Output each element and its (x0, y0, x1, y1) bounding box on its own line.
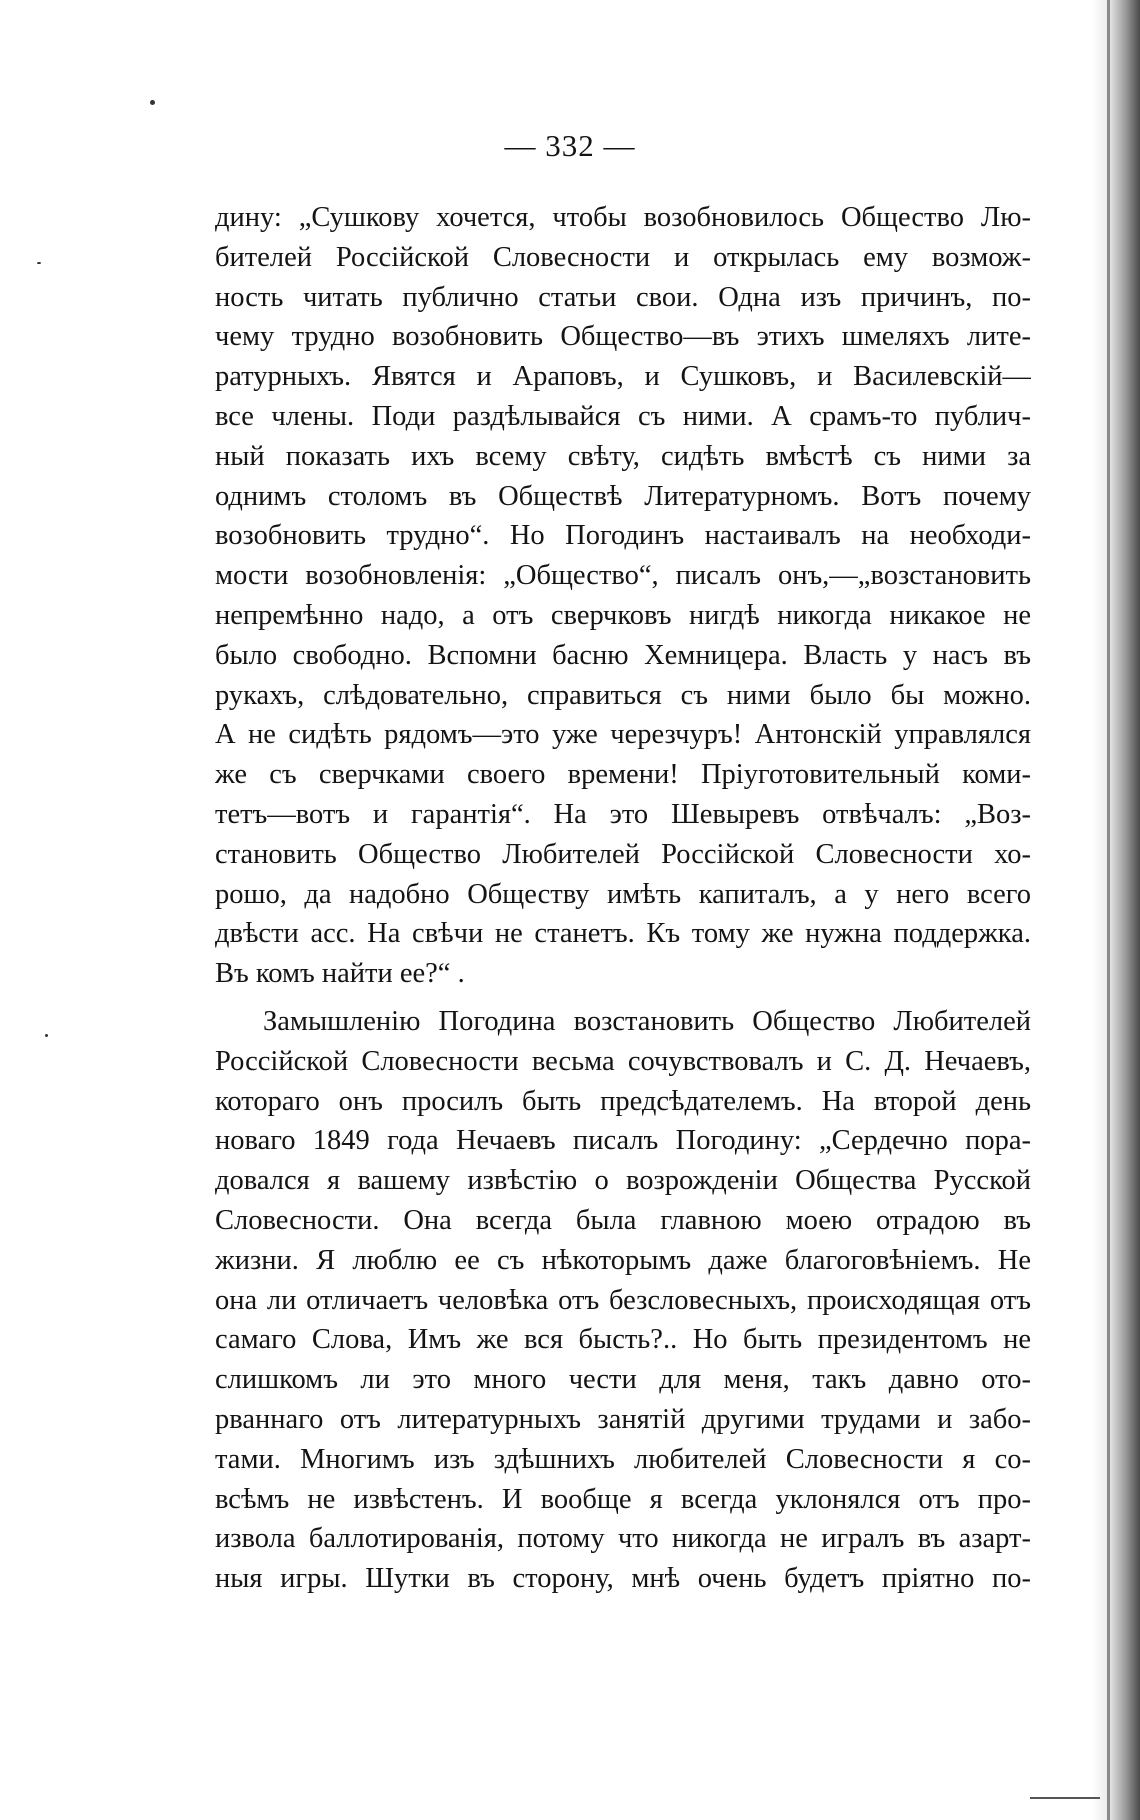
text-line: бителей Россійской Словесности и открылась ему возмож- (215, 241, 1031, 273)
text-line: Россійской Словесности весьма сочувствовалъ и С. Д. Нечаевъ, (215, 1045, 1031, 1077)
text-line: слишкомъ ли это много чести для меня, такъ давно ото- (215, 1364, 1031, 1396)
text-line: же съ сверчками своего времени! Пріуготовительный коми- (215, 759, 1031, 791)
page-number: — 332 — (504, 128, 636, 163)
text-line: становить Общество Любителей Россійской Словесности хо- (215, 838, 1031, 870)
text-line: она ли отличаетъ человѣка отъ безсловесныхъ, происходящая отъ (215, 1284, 1031, 1316)
text-line: мости возобновленія: „Общество“, писалъ онъ,—„возстановить (215, 560, 1031, 592)
text-line: рукахъ, слѣдовательно, справиться съ ними было бы можно. (215, 679, 1031, 711)
text-line: двѣсти асс. На свѣчи не станетъ. Къ тому же нужна поддержка. (215, 918, 1031, 950)
text-line: новаго 1849 года Нечаевъ писалъ Погодину: „Сердечно пора- (215, 1125, 1031, 1157)
text-line: ность читать публично статьи свои. Одна изъ причинъ, по- (215, 281, 1031, 313)
scan-speck (45, 1034, 48, 1037)
text-line: тетъ—вотъ и гарантія“. На это Шевыревъ отвѣчалъ: „Воз- (215, 798, 1031, 830)
text-line: всѣмъ не извѣстенъ. И вообще я всегда уклонялся отъ про- (215, 1483, 1031, 1515)
text-line: ратурныхъ. Явятся и Араповъ, и Сушковъ, и Василевскій— (215, 361, 1031, 393)
text-line: все члены. Поди раздѣлывайся съ ними. А срамъ-то публич- (215, 400, 1031, 432)
scan-page-edge-shadow (1092, 0, 1140, 1820)
text-line: было свободно. Вспомни басню Хемницера. Власть у насъ въ (215, 639, 1031, 671)
text-line: довался я вашему извѣстію о возрожденіи Общества Русской (215, 1165, 1031, 1197)
text-line: чему трудно возобновить Общество—въ этихъ шмеляхъ лите- (215, 321, 1031, 353)
text-line: А не сидѣть рядомъ—это уже черезчуръ! Антонскій управлялся (215, 719, 1031, 751)
text-line: однимъ столомъ въ Обществѣ Литературномъ. Вотъ почему (215, 480, 1031, 512)
text-line: Замышленію Погодина возстановить Общество Любителей (263, 1005, 1031, 1037)
text-line: самаго Слова, Имъ же вся бысть?.. Но быть президентомъ не (215, 1324, 1031, 1356)
paragraph-2 (215, 1002, 1031, 1599)
text-line: ный показать ихъ всему свѣту, сидѣть вмѣстѣ съ ними за (215, 440, 1031, 472)
text-line: котораго онъ просилъ быть предсѣдателемъ. На второй день (215, 1085, 1031, 1117)
scan-binding-line (1107, 0, 1110, 1820)
text-line: рошо, да надобно Обществу имѣть капиталъ, а у него всего (215, 878, 1031, 910)
text-line: извола баллотированія, потому что никогда не игралъ въ азарт- (215, 1523, 1031, 1555)
text-line: возобновить трудно“. Но Погодинъ настаивалъ на необходи- (215, 520, 1031, 552)
text-line: непремѣнно надо, а отъ сверчковъ нигдѣ никогда никакое не (215, 599, 1031, 631)
scan-speck (37, 262, 41, 264)
paragraph-gap (215, 994, 1031, 1002)
text-line: тами. Многимъ изъ здѣшнихъ любителей Словесности я со- (215, 1443, 1031, 1475)
text-line: Въ комъ найти ее?“ . (215, 958, 465, 990)
text-line: рваннаго отъ литературныхъ занятій другими трудами и забо- (215, 1403, 1031, 1435)
text-line: Словесности. Она всегда была главною моею отрадою въ (215, 1204, 1031, 1236)
page-body-text (215, 198, 1031, 1599)
text-line: ныя игры. Шутки въ сторону, мнѣ очень будетъ пріятно по- (215, 1563, 1031, 1595)
paragraph-1 (215, 198, 1031, 994)
scan-footer-rule (1030, 1797, 1100, 1799)
scan-speck (150, 100, 155, 105)
text-line: дину: „Сушкову хочется, чтобы возобновилось Общество Лю- (215, 202, 1031, 233)
text-line: жизни. Я люблю ее съ нѣкоторымъ даже благоговѣніемъ. Не (215, 1244, 1031, 1276)
